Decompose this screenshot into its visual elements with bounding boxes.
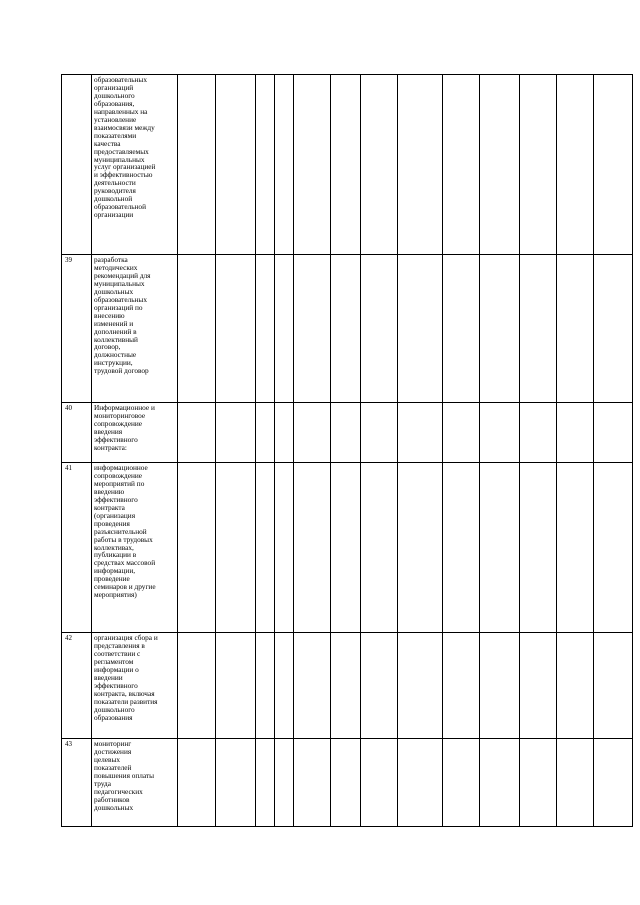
empty-cell (275, 75, 294, 255)
empty-cell (520, 75, 557, 255)
empty-cell (594, 633, 633, 739)
activity-description-line: введении (94, 672, 123, 682)
activity-description-line: дошкольного (94, 90, 135, 100)
activity-description-line: организации (94, 210, 134, 220)
activity-description-line: рекомендаций для (94, 270, 151, 280)
activity-description-line: дошкольных (94, 286, 134, 296)
activity-description-line: дошкольной (94, 194, 133, 204)
empty-cell (294, 75, 331, 255)
empty-cell (594, 403, 633, 463)
activity-description-line: образовательных (94, 294, 147, 304)
empty-cell (443, 463, 480, 633)
activity-description-line: проведение (94, 574, 130, 584)
activity-description-line: соответствии с (94, 648, 141, 658)
empty-cell (480, 255, 520, 403)
empty-cell (331, 403, 361, 463)
empty-cell (178, 75, 216, 255)
empty-cell (361, 633, 398, 739)
empty-cell (480, 403, 520, 463)
activity-description-cell (92, 463, 178, 633)
activity-description-line: установление (94, 114, 137, 124)
activity-description-line: повышения оплаты (94, 770, 155, 780)
activity-description-line: мониторинговое (94, 410, 146, 420)
activity-description-line: труда (94, 778, 111, 788)
row-number: 39 (65, 256, 72, 264)
activity-description-line: договор, (94, 342, 121, 352)
activity-description-line: показателей (94, 762, 132, 772)
empty-cell (216, 633, 256, 739)
activity-description-line: образовательной (94, 202, 146, 212)
empty-cell (294, 463, 331, 633)
activity-description-line: мониторинг (94, 739, 132, 748)
row-number-cell (62, 75, 92, 255)
activity-description-line: предоставляемых (94, 146, 149, 156)
empty-cell (443, 75, 480, 255)
activity-description-line: внесению (94, 310, 125, 320)
empty-cell (443, 403, 480, 463)
empty-cell (520, 633, 557, 739)
activity-description-line: мероприятия) (94, 590, 137, 600)
table-row (62, 255, 633, 403)
activity-description-line: целевых (94, 754, 121, 764)
activity-description-line: информации, (94, 566, 136, 576)
activity-description-cell (92, 403, 178, 463)
activity-description-line: эффективного (94, 680, 138, 690)
empty-cell (256, 739, 275, 827)
empty-cell (275, 463, 294, 633)
empty-cell (443, 255, 480, 403)
empty-cell (520, 403, 557, 463)
empty-cell (256, 463, 275, 633)
activity-description-line: контракта (94, 502, 125, 512)
activity-description-line: Информационное и (94, 403, 155, 412)
activity-description-line: дошкольных (94, 802, 134, 812)
activity-description-line: организация сбора и (94, 633, 158, 642)
activity-description-line: педагогических (94, 786, 143, 796)
activity-description-line: изменений и (94, 318, 134, 328)
activity-description-cell (92, 739, 178, 827)
empty-cell (557, 75, 594, 255)
empty-cell (294, 633, 331, 739)
activity-description-line: качества (94, 138, 121, 148)
empty-cell (361, 739, 398, 827)
activity-description-line: эффективного (94, 494, 138, 504)
empty-cell (557, 633, 594, 739)
empty-cell (178, 633, 216, 739)
row-number: 42 (65, 634, 72, 642)
empty-cell (398, 403, 443, 463)
empty-cell (294, 403, 331, 463)
empty-cell (557, 255, 594, 403)
empty-cell (520, 255, 557, 403)
activity-description-line: муниципальных (94, 278, 145, 288)
activity-description-line: коллективный (94, 334, 138, 344)
row-number: 40 (65, 404, 72, 412)
row-number: 43 (65, 740, 72, 748)
row-number-cell (62, 739, 92, 827)
table-row (62, 463, 633, 633)
activity-description-line: семинаров и другие (94, 582, 156, 592)
activity-description-line: проведения (94, 518, 130, 528)
activity-description-line: образования, (94, 98, 135, 108)
empty-cell (275, 633, 294, 739)
activity-description-line: должностные (94, 350, 137, 360)
empty-cell (331, 633, 361, 739)
empty-cell (361, 255, 398, 403)
activity-description-line: представления в (94, 640, 145, 650)
empty-cell (178, 403, 216, 463)
empty-cell (443, 633, 480, 739)
activity-description-line: эффективного (94, 434, 138, 444)
empty-cell (275, 403, 294, 463)
empty-cell (256, 633, 275, 739)
row-number: 41 (65, 464, 72, 472)
empty-cell (520, 739, 557, 827)
activity-description-line: информационное (94, 463, 148, 472)
activity-description-line: муниципальных (94, 154, 145, 164)
activity-description-line: регламентом (94, 656, 134, 666)
activity-description-line: мероприятий по (94, 478, 145, 488)
activity-description-line: разъяснительной (94, 526, 147, 536)
activity-description-line: организаций (94, 82, 134, 92)
empty-cell (216, 739, 256, 827)
activity-description-line: информации о (94, 664, 139, 674)
activity-description-line: и эффективностью (94, 170, 153, 180)
activity-description-line: работы в трудовых (94, 534, 153, 544)
activity-description-line: средствах массовой (94, 558, 156, 568)
activity-description-line: организаций по (94, 302, 143, 312)
row-number-cell (62, 633, 92, 739)
activity-description-line: руководителя (94, 186, 136, 196)
empty-cell (398, 633, 443, 739)
activity-description-line: методических (94, 262, 138, 272)
empty-cell (594, 255, 633, 403)
activity-description-line: коллективах, (94, 542, 134, 552)
plan-table (61, 74, 633, 827)
table-row (62, 403, 633, 463)
activity-description-line: инструкции, (94, 358, 133, 368)
empty-cell (361, 403, 398, 463)
empty-cell (178, 463, 216, 633)
activity-description-cell (92, 633, 178, 739)
activity-description-line: показатели развития (94, 696, 158, 706)
empty-cell (594, 739, 633, 827)
empty-cell (178, 739, 216, 827)
empty-cell (216, 403, 256, 463)
row-number-cell (62, 403, 92, 463)
empty-cell (256, 75, 275, 255)
empty-cell (331, 75, 361, 255)
empty-cell (557, 463, 594, 633)
empty-cell (480, 75, 520, 255)
empty-cell (398, 463, 443, 633)
activity-description-line: трудовой договор (94, 366, 149, 376)
activity-description-line: публикации в (94, 550, 137, 560)
empty-cell (398, 75, 443, 255)
empty-cell (557, 403, 594, 463)
activity-description-cell (92, 255, 178, 403)
activity-description-line: разработка (94, 255, 128, 264)
empty-cell (331, 463, 361, 633)
empty-cell (294, 739, 331, 827)
empty-cell (480, 463, 520, 633)
activity-description-line: (организация (94, 510, 136, 520)
empty-cell (361, 75, 398, 255)
empty-cell (216, 255, 256, 403)
activity-description-line: деятельности (94, 178, 136, 188)
empty-cell (216, 75, 256, 255)
activity-description-line: услуг организацией (94, 162, 156, 172)
empty-cell (480, 739, 520, 827)
table-row (62, 633, 633, 739)
activity-description-line: контракта: (94, 442, 127, 452)
table-body (62, 75, 633, 827)
activity-description-line: контракта, включая (94, 688, 155, 698)
empty-cell (294, 255, 331, 403)
activity-description-line: работников (94, 794, 130, 804)
empty-cell (256, 255, 275, 403)
table-row (62, 75, 633, 255)
activity-description-line: введения (94, 426, 123, 436)
empty-cell (216, 463, 256, 633)
empty-cell (361, 463, 398, 633)
empty-cell (398, 255, 443, 403)
activity-description-line: взаимосвязи между (94, 122, 155, 132)
empty-cell (398, 739, 443, 827)
empty-cell (275, 255, 294, 403)
empty-cell (594, 463, 633, 633)
empty-cell (331, 739, 361, 827)
activity-description-line: сопровождение (94, 470, 142, 480)
row-number-cell (62, 255, 92, 403)
activity-description-line: направленных на (94, 106, 148, 116)
row-number-cell (62, 463, 92, 633)
activity-description-line: образования (94, 712, 133, 722)
activity-description-line: дополнений в (94, 326, 137, 336)
empty-cell (331, 255, 361, 403)
activity-description-line: достижения (94, 746, 132, 756)
table-row (62, 739, 633, 827)
empty-cell (480, 633, 520, 739)
activity-description-line: образовательных (94, 75, 147, 84)
activity-description-cell (92, 75, 178, 255)
empty-cell (256, 403, 275, 463)
empty-cell (275, 739, 294, 827)
empty-cell (520, 463, 557, 633)
activity-description-line: показателями (94, 130, 137, 140)
empty-cell (443, 739, 480, 827)
activity-description-line: сопровождение (94, 418, 142, 428)
activity-description-line: введению (94, 486, 125, 496)
empty-cell (594, 75, 633, 255)
empty-cell (557, 739, 594, 827)
activity-description-line: дошкольного (94, 704, 135, 714)
empty-cell (178, 255, 216, 403)
